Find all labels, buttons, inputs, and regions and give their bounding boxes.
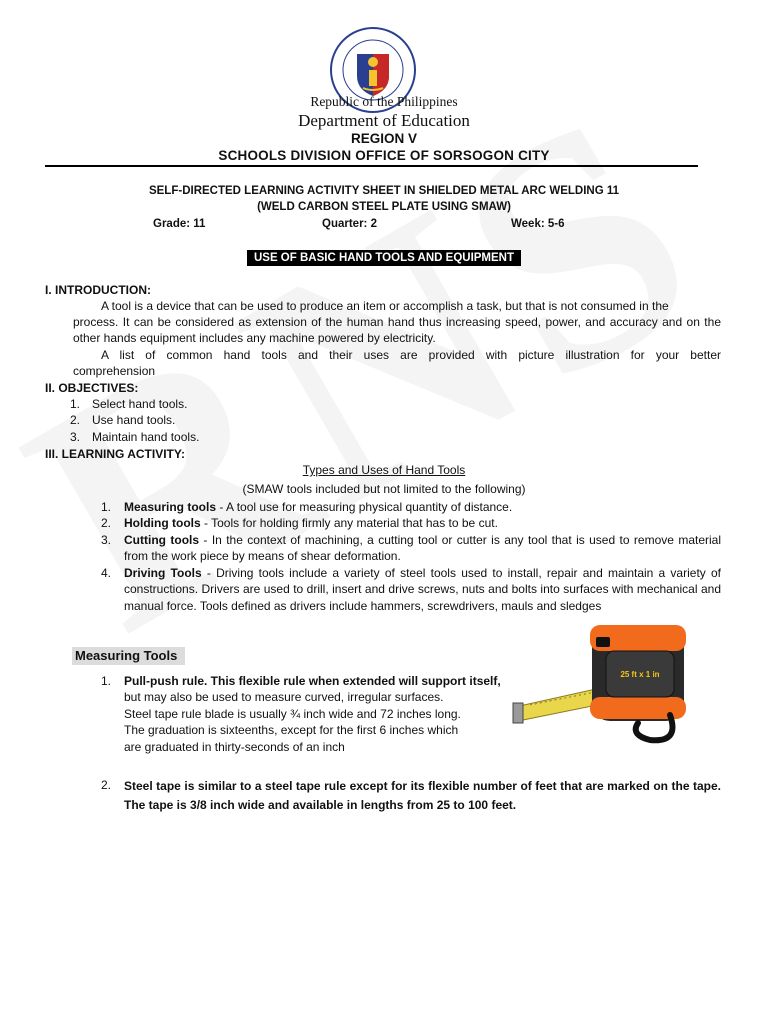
measuring-item-line: are graduated in thirty-seconds of an inch bbox=[124, 740, 345, 754]
measuring-item-line: Pull-push rule. This flexible rule when extended will support itself, bbox=[124, 674, 501, 688]
objective-item: Maintain hand tools. bbox=[92, 430, 200, 444]
tool-type-num: 2. bbox=[101, 516, 112, 530]
objective-item: Select hand tools. bbox=[92, 397, 188, 411]
introduction-heading: I. INTRODUCTION: bbox=[45, 283, 151, 297]
week-label: Week: 5-6 bbox=[511, 218, 565, 230]
tool-type-term: Cutting tools bbox=[124, 533, 200, 547]
tool-type-term: Driving Tools bbox=[124, 566, 202, 580]
region-line: REGION V bbox=[350, 131, 417, 146]
tool-type-desc: - A tool use for measuring physical quantity of distance. bbox=[216, 500, 513, 514]
objective-item: Use hand tools. bbox=[92, 413, 176, 427]
republic-line: Republic of the Philippines bbox=[310, 94, 458, 109]
tool-type-item bbox=[124, 515, 721, 531]
intro-paragraph-2-first: A list of common hand tools and their uses are provided with picture illustration for your better bbox=[101, 348, 721, 362]
objective-num: 1. bbox=[70, 397, 81, 411]
department-line: Department of Education bbox=[298, 111, 470, 130]
grade-label: Grade: 11 bbox=[153, 218, 206, 230]
objectives-heading: II. OBJECTIVES: bbox=[45, 381, 139, 395]
steel-tape-description: Steel tape is similar to a steel tape rule except for its flexible number of feet that are marked on the tape. The tape is 3/8 inch wide and available in lengths from 25 to 100 feet. bbox=[124, 779, 721, 812]
objective-num: 3. bbox=[70, 430, 81, 444]
measuring-item-line: Steel tape rule blade is usually ¾ inch wide and 72 inches long. bbox=[124, 707, 461, 721]
tape-label: 25 ft x 1 in bbox=[620, 670, 660, 679]
measuring-item-line: but may also be used to measure curved, irregular surfaces. bbox=[124, 690, 444, 704]
tool-type-num: 3. bbox=[101, 533, 112, 547]
tool-type-desc: - In the context of machining, a cutting tool or cutter is any tool that is used to remove material from the work piece by means of shear deformation. bbox=[124, 533, 722, 564]
tape-measure-image bbox=[510, 615, 700, 750]
tool-type-item bbox=[124, 532, 721, 565]
measuring-item-num: 1. bbox=[101, 674, 112, 688]
intro-paragraph-1-first: A tool is a device that can be used to produce an item or accomplish a task, but that is not consumed in the bbox=[101, 299, 669, 313]
header-divider bbox=[45, 165, 698, 167]
intro-paragraph-2-rest: comprehension bbox=[73, 364, 156, 378]
tool-type-item bbox=[124, 499, 721, 515]
types-subtitle: Types and Uses of Hand Tools bbox=[302, 463, 466, 477]
topic-banner: USE OF BASIC HAND TOOLS AND EQUIPMENT bbox=[247, 250, 521, 266]
sheet-subtitle: (WELD CARBON STEEL PLATE USING SMAW) bbox=[257, 201, 511, 213]
learning-activity-heading: III. LEARNING ACTIVITY: bbox=[45, 447, 185, 461]
tool-type-term: Holding tools bbox=[124, 516, 201, 530]
tool-type-desc: - Tools for holding firmly any material that has to be cut. bbox=[200, 516, 498, 530]
tool-type-num: 4. bbox=[101, 566, 112, 580]
division-line: SCHOOLS DIVISION OFFICE OF SORSOGON CITY bbox=[218, 148, 550, 163]
sheet-title: SELF-DIRECTED LEARNING ACTIVITY SHEET IN SHIELDED METAL ARC WELDING 11 bbox=[148, 185, 620, 197]
types-note: (SMAW tools included but not limited to the following) bbox=[242, 482, 526, 496]
intro-paragraph-1-rest: process. It can be considered as extension of the human hand thus increasing speed, power, and accuracy and on the other hands equipment includes any machine powered by electricity. bbox=[73, 315, 721, 346]
measuring-item-num: 2. bbox=[101, 778, 112, 792]
objective-num: 2. bbox=[70, 413, 81, 427]
tool-type-term: Measuring tools bbox=[124, 500, 217, 514]
tool-type-num: 1. bbox=[101, 500, 112, 514]
measuring-tools-heading: Measuring Tools bbox=[72, 647, 185, 665]
tool-type-item bbox=[124, 565, 721, 614]
quarter-label: Quarter: 2 bbox=[322, 218, 377, 230]
tool-type-desc: - Driving tools include a variety of steel tools used to install, repair and maintain a variety of constructions. Drivers are used to drill, insert and drive screws, nuts and bolts into surfaces with mechanical and manual force. Tools defined as drivers include hammers, screwdrivers, mauls and sledges bbox=[124, 566, 721, 613]
measuring-item-line: The graduation is sixteenths, except for the first 6 inches which bbox=[124, 723, 459, 737]
